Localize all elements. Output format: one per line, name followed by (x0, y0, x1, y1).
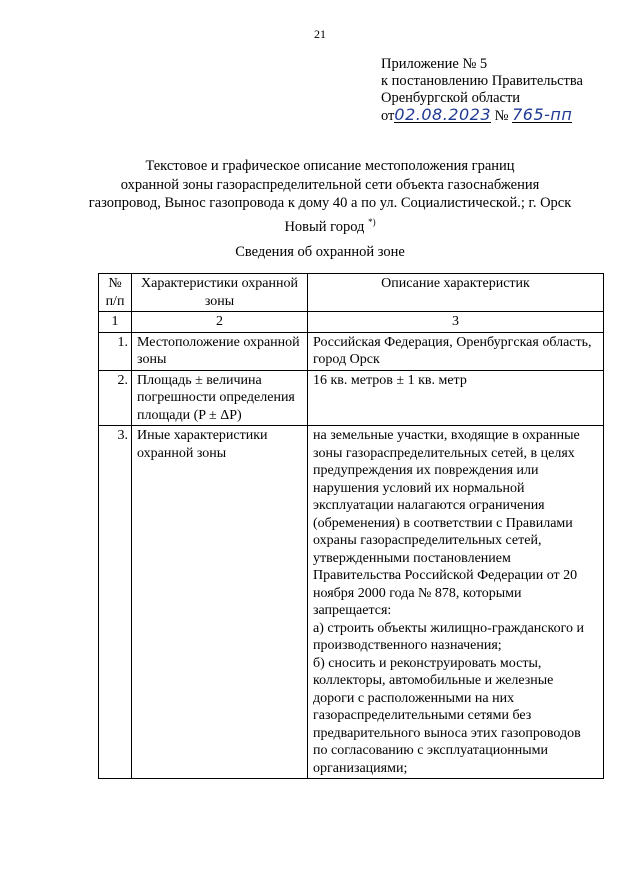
header-description: Описание характеристик (308, 274, 604, 312)
title-city-district: Новый город (284, 218, 365, 235)
table-header-row (99, 274, 604, 312)
appendix-date-line (381, 107, 583, 125)
handwritten-number: 765-пп (512, 105, 573, 124)
header-num: № п/п (99, 274, 132, 312)
row-number: 1. (99, 332, 132, 370)
row-number: 3. (99, 426, 132, 779)
appendix-line-resolution: к постановлению Правительства (381, 73, 583, 89)
page-number: 21 (314, 27, 326, 41)
date-prefix: от (381, 108, 395, 124)
title-line-1: Текстовое и графическое описание местоположения границ (145, 158, 515, 174)
title-line-2: охранной зоны газораспределительной сети объекта газоснабжения (120, 176, 540, 193)
handwritten-date: 02.08.2023 (394, 105, 492, 124)
row-characteristic: Площадь ± величина погрешности определения площади (P ± ΔP) (132, 370, 308, 426)
table-row (99, 426, 604, 779)
protection-zone-table (98, 273, 604, 779)
appendix-title: Приложение № 5 (381, 56, 488, 72)
description-paragraph: на земельные участки, входящие в охранные зоны газораспределительных сетей, в целях предупреждения их повреждения или нарушения условий их нормальной эксплуатации налагаются ограничения (обременения) в соответствии с Правилами охраны газораспределительных сетей, утвержденными постановлением Правительства Российской Федерации от 20 ноября 2000 года № 878, которыми запрещается: (313, 428, 580, 618)
appendix-line-region: Оренбургской области (381, 90, 521, 106)
table-row (99, 332, 604, 370)
row-description (308, 426, 604, 779)
header-characteristics: Характеристики охранной зоны (132, 274, 308, 312)
row-description: Российская Федерация, Оренбургская область, город Орск (308, 332, 604, 370)
table-row (99, 370, 604, 426)
footnote-mark: *) (368, 216, 376, 227)
title-line-4 (60, 213, 600, 236)
title-line-3: газопровод, Вынос газопровода к дому 40 а по ул. Социалистической.; г. Орск (88, 195, 572, 211)
description-item-a: а) строить объекты жилищно-гражданского и производственного назначения; (313, 620, 584, 653)
description-item-b: б) сносить и реконструировать мосты, коллекторы, автомобильные и железные дороги с расположенными на них газораспределительными сетями без предварительного выноса этих газопроводов по согласованию с эксплуатационными организациями; (313, 655, 581, 776)
appendix-block (381, 56, 583, 125)
index-cell: 2 (132, 312, 308, 333)
document-title (60, 157, 600, 236)
section-subtitle: Сведения об охранной зоне (235, 244, 405, 260)
number-prefix: № (494, 108, 509, 124)
index-cell: 3 (308, 312, 604, 333)
row-characteristic: Местоположение охранной зоны (132, 332, 308, 370)
row-description: 16 кв. метров ± 1 кв. метр (308, 370, 604, 426)
row-characteristic: Иные характеристики охранной зоны (132, 426, 308, 779)
row-number: 2. (99, 370, 132, 426)
table-index-row (99, 312, 604, 333)
index-cell: 1 (99, 312, 132, 333)
